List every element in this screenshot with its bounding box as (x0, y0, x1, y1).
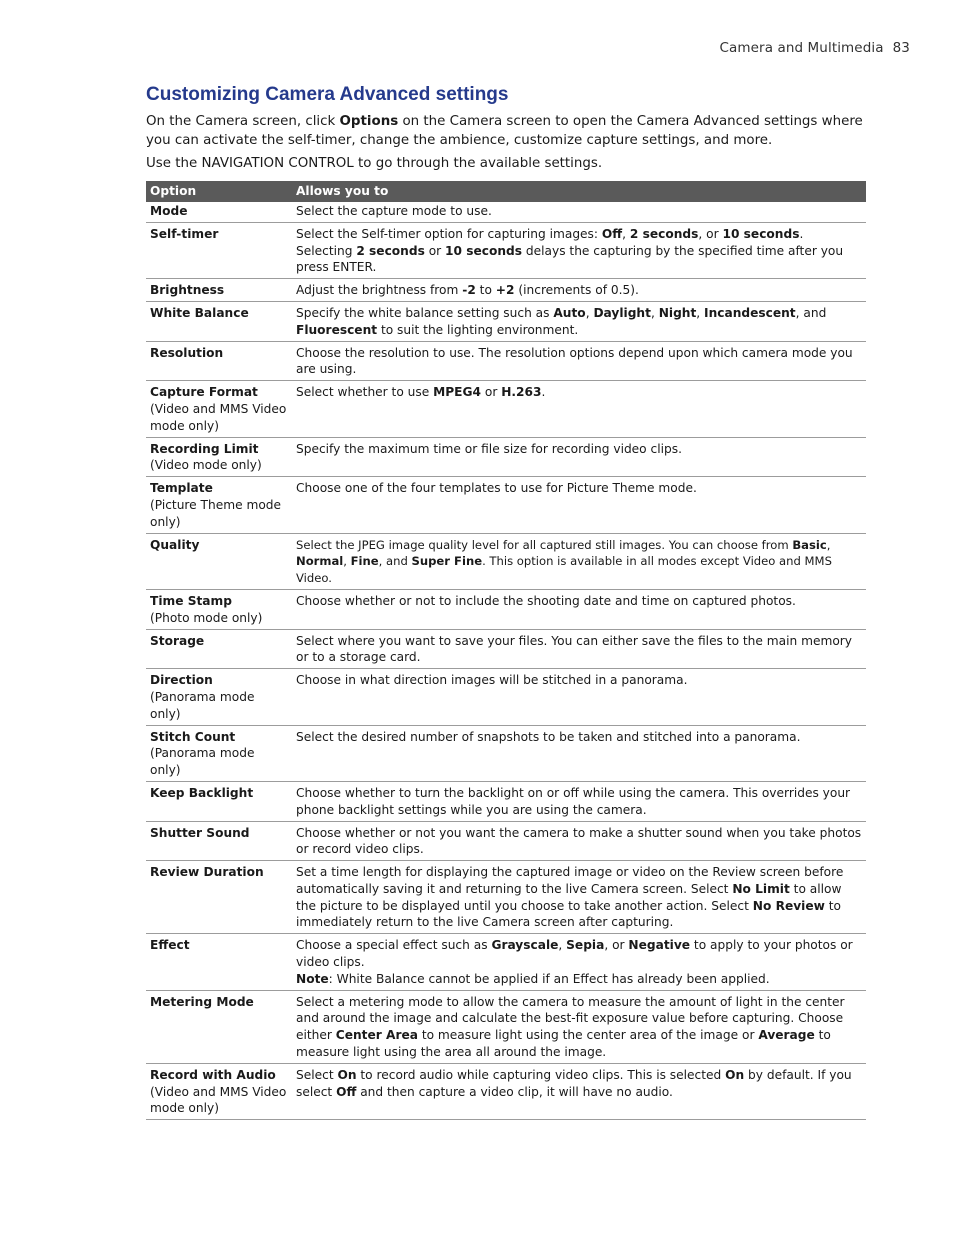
table-row (146, 934, 866, 990)
table-row (146, 341, 866, 381)
table-row (146, 381, 866, 437)
option-cell (146, 477, 292, 533)
option-name: Time Stamp (150, 593, 232, 608)
description-text: Select whether to use MPEG4 or H.263. (296, 385, 546, 400)
description-text: Set a time length for displaying the captured image or video on the Review screen before automatically saving it and returning to the live Camera screen. Select No Limit to allow the picture to be displayed until you choose to take another action. Select No Review to immediately return to the live Camera screen after capturing. (296, 865, 844, 930)
table-header-row (146, 181, 866, 202)
option-name: Brightness (150, 283, 225, 298)
description-text: Adjust the brightness from -2 to +2 (increments of 0.5). (296, 283, 639, 298)
option-name: Mode (150, 204, 188, 218)
option-name: Direction (150, 673, 213, 688)
option-description (292, 202, 866, 222)
option-name: Shutter Sound (150, 825, 250, 840)
option-name: Effect (150, 938, 190, 953)
description-text: Select On to record audio while capturing video clips. This is selected On by default. If you select Off and then capture a video clip, it will have no audio. (296, 1067, 852, 1099)
page-content (146, 84, 866, 1120)
table-row (146, 477, 866, 533)
option-cell (146, 437, 292, 477)
option-description (292, 781, 866, 821)
option-description (292, 533, 866, 589)
option-name: Resolution (150, 345, 224, 360)
option-cell (146, 934, 292, 990)
option-mode-note: (Video and MMS Video mode only) (150, 1084, 287, 1116)
running-header (720, 40, 911, 56)
option-description (292, 1063, 866, 1119)
option-name: Recording Limit (150, 441, 259, 456)
option-cell (146, 1063, 292, 1119)
option-cell (146, 222, 292, 278)
option-description (292, 437, 866, 477)
option-mode-note: (Video and MMS Video mode only) (150, 401, 287, 433)
header-option: Option (146, 181, 292, 202)
option-cell (146, 301, 292, 341)
table-row (146, 821, 866, 861)
option-description (292, 990, 866, 1063)
description-text: Select where you want to save your files. You can either save the files to the main memory or to a storage card. (296, 633, 853, 665)
table-row (146, 589, 866, 629)
description-text: Specify the white balance setting such as Auto, Daylight, Night, Incandescent, and Fluorescent to suit the lighting environment. (296, 305, 827, 337)
option-cell (146, 781, 292, 821)
table-body (146, 202, 866, 1120)
option-description (292, 381, 866, 437)
option-description (292, 629, 866, 669)
table-row (146, 629, 866, 669)
description-text: Choose whether or not to include the shooting date and time on captured photos. (296, 593, 796, 608)
option-description (292, 669, 866, 725)
option-cell (146, 533, 292, 589)
option-name: Capture Format (150, 385, 258, 400)
option-cell (146, 861, 292, 934)
table-row (146, 1063, 866, 1119)
option-cell (146, 279, 292, 302)
table-row (146, 861, 866, 934)
option-description (292, 301, 866, 341)
option-name: Template (150, 481, 213, 496)
description-text: Select the desired number of snapshots to be taken and stitched into a panorama. (296, 729, 801, 744)
option-mode-note: (Picture Theme mode only) (150, 497, 282, 529)
table-row (146, 202, 866, 222)
option-cell (146, 202, 292, 222)
table-row (146, 222, 866, 278)
description-note: Note: White Balance cannot be applied if an Effect has already been applied. (296, 971, 770, 986)
table-row (146, 725, 866, 781)
description-text: Select the Self-timer option for capturing images: Off, 2 seconds, or 10 seconds. Selecting 2 seconds or 10 seconds delays the capturing by the specified time after you press ENTER. (296, 226, 844, 275)
option-mode-note: (Photo mode only) (150, 610, 263, 625)
option-name: Review Duration (150, 865, 264, 880)
option-name: Keep Backlight (150, 785, 254, 800)
table-row (146, 301, 866, 341)
option-name: Quality (150, 537, 200, 552)
table-row (146, 279, 866, 302)
table-row (146, 533, 866, 589)
option-description (292, 279, 866, 302)
option-name: Self-timer (150, 226, 219, 241)
settings-table (146, 181, 866, 1120)
intro-paragraph: On the Camera screen, click Options on the Camera screen to open the Camera Advanced settings where you can activate the self-timer, change the ambience, customize capture settings, and more. (146, 114, 863, 148)
option-cell (146, 341, 292, 381)
option-name: Metering Mode (150, 994, 254, 1009)
table-row (146, 990, 866, 1063)
table-row (146, 781, 866, 821)
option-name: Storage (150, 633, 205, 648)
option-mode-note: (Panorama mode only) (150, 746, 255, 778)
description-text: Choose whether to turn the backlight on or off while using the camera. This overrides your phone backlight settings while you are using the camera. (296, 785, 851, 817)
option-description (292, 821, 866, 861)
description-text: Select a metering mode to allow the camera to measure the amount of light in the center and around the image and calculate the best-fit exposure value before capturing. Choose either Center Area to measure light using the center area of the image or Average to measure light using the area all around the image. (296, 994, 845, 1060)
option-description (292, 222, 866, 278)
description-text: Select the JPEG image quality level for all captured still images. You can choose from Basic, Normal, Fine, and Super Fine. This option is available in all modes except Video and MMS Video. (296, 537, 832, 586)
option-cell (146, 725, 292, 781)
description-text: Choose one of the four templates to use for Picture Theme mode. (296, 481, 697, 496)
option-name: Record with Audio (150, 1067, 276, 1082)
description-text: Choose in what direction images will be stitched in a panorama. (296, 673, 688, 688)
description-text: Choose the resolution to use. The resolution options depend upon which camera mode you are using. (296, 345, 853, 377)
option-name: Stitch Count (150, 729, 236, 744)
option-cell (146, 589, 292, 629)
option-cell (146, 381, 292, 437)
option-cell (146, 990, 292, 1063)
option-description (292, 341, 866, 381)
page-title: Customizing Camera Advanced settings (146, 84, 509, 105)
description-text: Choose whether or not you want the camera to make a shutter sound when you take photos or record video clips. (296, 825, 862, 857)
header-allows-you-to: Allows you to (292, 181, 866, 202)
option-description (292, 934, 866, 990)
option-name: White Balance (150, 305, 249, 320)
intro-navigation-note: Use the NAVIGATION CONTROL to go through the available settings. (146, 156, 603, 171)
option-cell (146, 629, 292, 669)
description-text: Specify the maximum time or file size for recording video clips. (296, 441, 682, 456)
description-text: Select the capture mode to use. (296, 204, 492, 218)
option-cell (146, 821, 292, 861)
option-description (292, 477, 866, 533)
description-text: Choose a special effect such as Grayscale, Sepia, or Negative to apply to your photos or video clips. (296, 938, 853, 970)
option-mode-note: (Video mode only) (150, 458, 262, 473)
option-description (292, 861, 866, 934)
option-description (292, 725, 866, 781)
option-description (292, 589, 866, 629)
table-row (146, 437, 866, 477)
table-row (146, 669, 866, 725)
section-title: Camera and Multimedia (719, 40, 884, 56)
option-cell (146, 669, 292, 725)
option-mode-note: (Panorama mode only) (150, 689, 255, 721)
page-number: 83 (892, 40, 910, 56)
